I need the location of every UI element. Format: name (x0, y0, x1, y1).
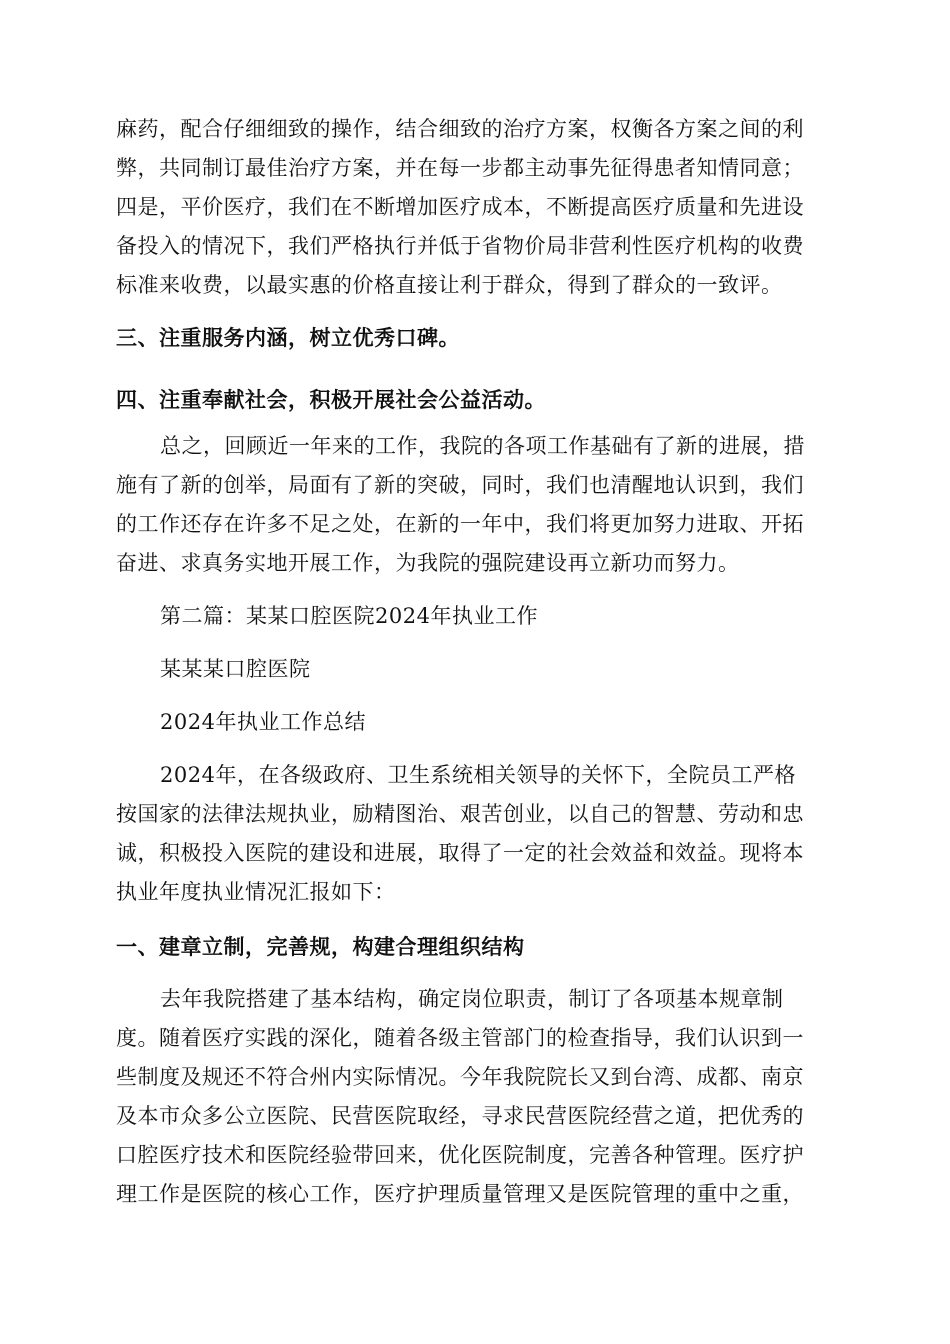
text-line: 去年我院搭建了基本结构，确定岗位职责，制订了各项基本规章制 (160, 987, 784, 1011)
section-heading-4: 四、注重奉献社会，积极开展社会公益活动。 (116, 388, 546, 412)
text-line: 某某某口腔医院 (160, 657, 311, 681)
text-line: 按国家的法律法规执业，励精图治、艰苦创业，以自己的智慧、劳动和忠 (116, 802, 804, 826)
document-body (116, 110, 834, 1222)
text-line: 口腔医疗技术和医院经验带回来，优化医院制度，完善各种管理。医疗护 (116, 1143, 804, 1167)
text-line: 备投入的情况下，我们严格执行并低于省物价局非营利性医疗机构的收费 (116, 234, 804, 258)
text-line: 执业年度执业情况汇报如下： (116, 880, 396, 904)
text-line: 及本市众多公立医院、民营医院取经，寻求民营医院经营之道，把优秀的 (116, 1104, 804, 1128)
hospital-name (116, 650, 834, 689)
text-line: 标准来收费，以最实惠的价格直接让利于群众，得到了群众的一致评。 (116, 273, 783, 297)
summary-title (116, 703, 834, 742)
text-line: 的工作还存在许多不足之处，在新的一年中，我们将更加努力进取、开拓 (116, 512, 804, 536)
text-line: 些制度及规还不符合州内实际情况。今年我院院长又到台湾、成都、南京 (116, 1065, 804, 1089)
text-line: 四是，平价医疗，我们在不断增加医疗成本，不断提高医疗质量和先进设 (116, 195, 804, 219)
text-line: 施有了新的创举，局面有了新的突破，同时，我们也清醒地认识到，我们 (116, 473, 804, 497)
section-heading-3: 三、注重服务内涵，树立优秀口碑。 (116, 326, 460, 350)
text-line: 度。随着医疗实践的深化，随着各级主管部门的检查指导，我们认识到一 (116, 1026, 804, 1050)
text-line: 2024年，在各级政府、卫生系统相关领导的关怀下，全院员工严格 (160, 763, 796, 787)
section-heading-1: 一、建章立制，完善规，构建合理组织结构 (116, 935, 525, 959)
text-line: 第二篇：某某口腔医院2024年执业工作 (160, 604, 538, 628)
text-line: 诚，积极投入医院的建设和进展，取得了一定的社会效益和效益。现将本 (116, 841, 804, 865)
text-line: 理工作是医院的核心工作，医疗护理质量管理又是医院管理的重中之重， (116, 1182, 804, 1206)
text-line: 2024年执业工作总结 (160, 710, 366, 734)
text-line: 弊，共同制订最佳治疗方案，并在每一步都主动事先征得患者知情同意； (116, 156, 804, 180)
text-line: 奋进、求真务实地开展工作，为我院的强院建设再立新功而努力。 (116, 551, 740, 575)
paragraph-conclusion (116, 427, 834, 583)
second-article-title (116, 597, 834, 636)
text-line: 麻药，配合仔细细致的操作，结合细致的治疗方案，权衡各方案之间的利 (116, 117, 804, 141)
paragraph-introduction (116, 756, 834, 912)
paragraph-pricing (116, 110, 834, 305)
paragraph-structure (116, 980, 834, 1214)
text-line: 总之，回顾近一年来的工作，我院的各项工作基础有了新的进展，措 (160, 434, 805, 458)
